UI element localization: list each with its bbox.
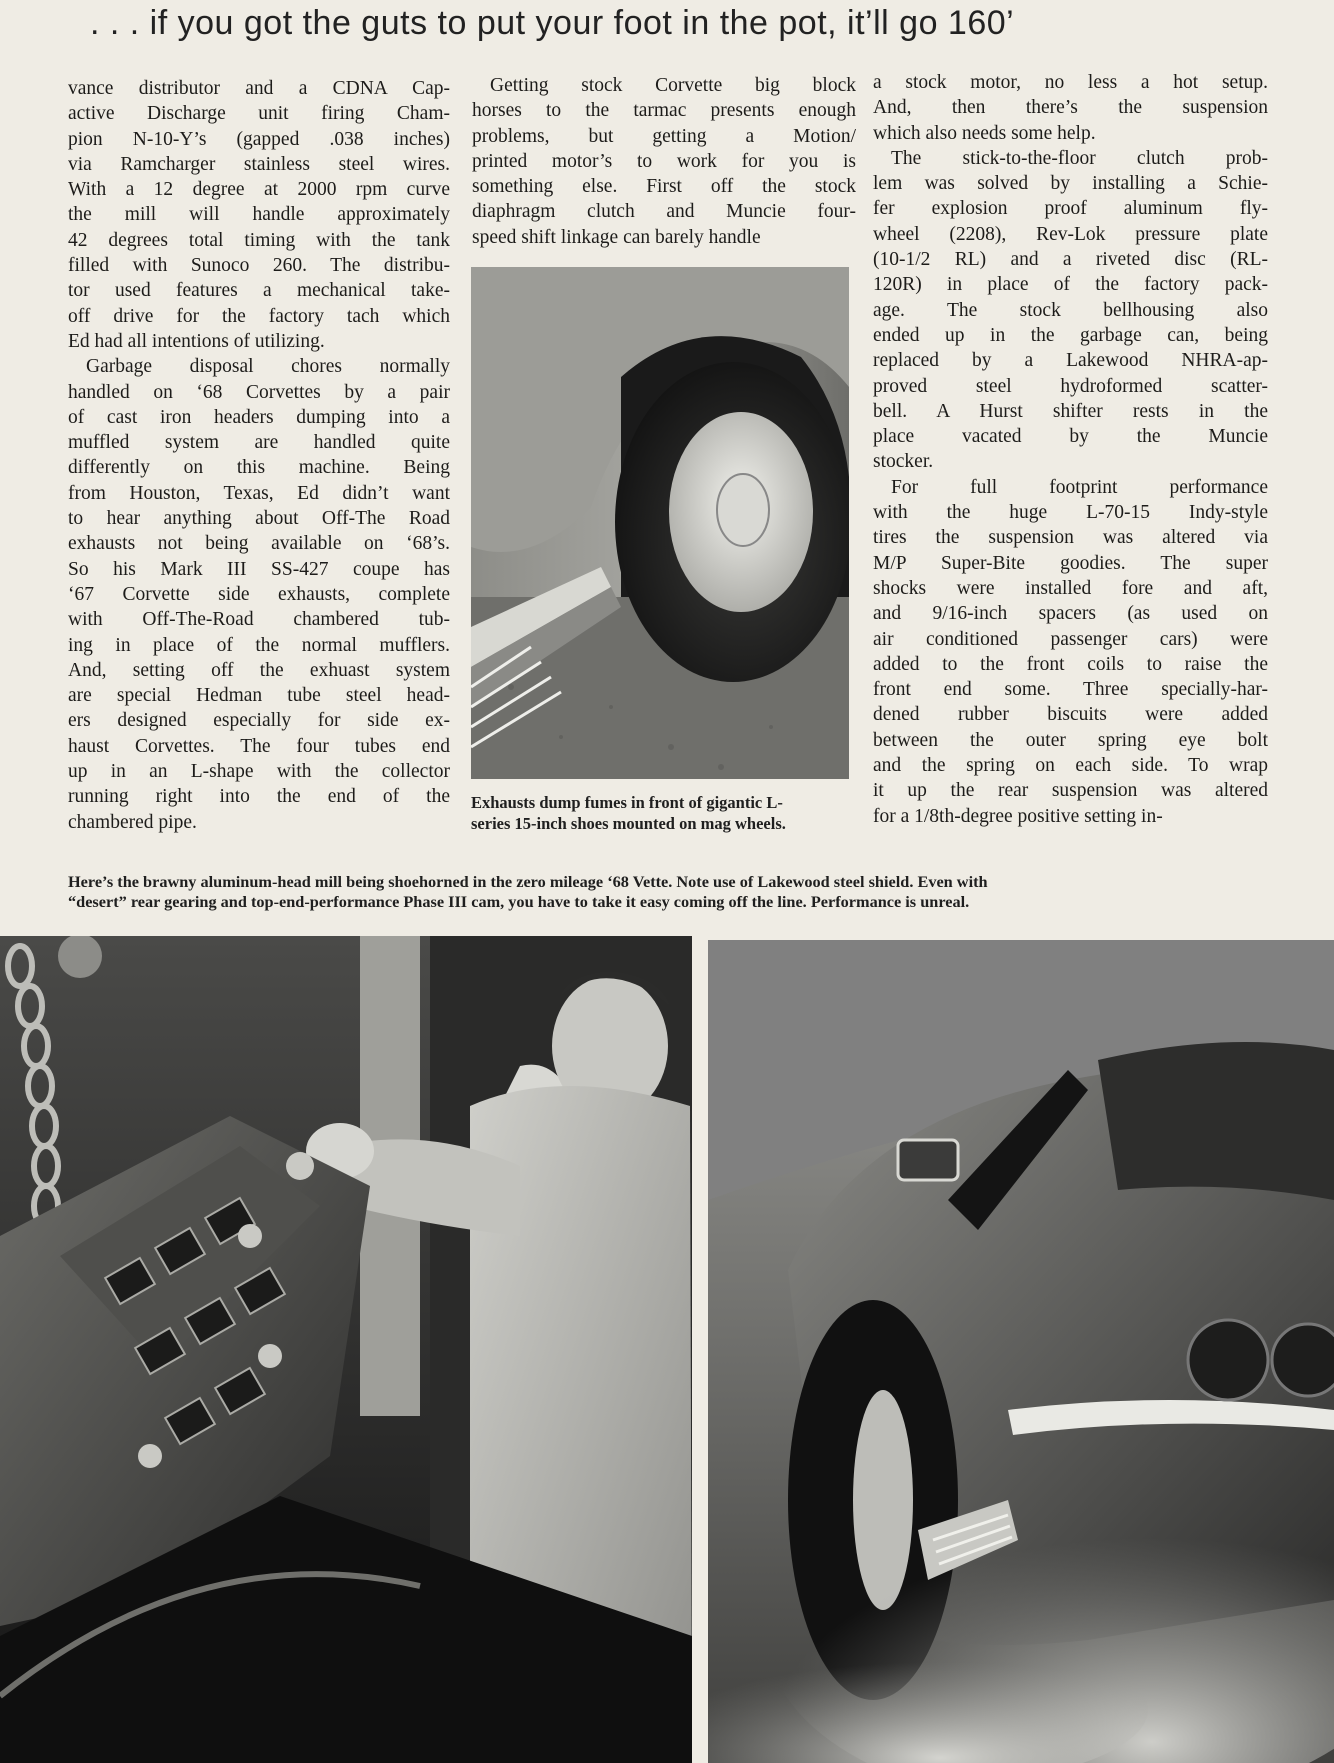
wheel-photo-caption (471, 792, 851, 834)
article-text-line: filled with Sunoco 260. The distribu- (68, 255, 450, 277)
text-column-3 (873, 70, 1268, 829)
article-text-line: something else. First off the stock (472, 176, 856, 198)
article-text-line: off drive for the factory tach which (68, 305, 450, 327)
article-text-line: 42 degrees total timing with the tank (68, 229, 450, 251)
article-text-line: ‘67 Corvette side exhausts, complete (68, 583, 450, 605)
article-text-line: front end some. Three specially-har- (873, 679, 1268, 701)
article-text-line: (10-1/2 RL) and a riveted disc (RL- (873, 249, 1268, 271)
article-text-line: it up the rear suspension was altered (873, 780, 1268, 802)
article-text-line: With a 12 degree at 2000 rpm curve (68, 179, 450, 201)
article-text-line: with Off-The-Road chambered tub- (68, 609, 450, 631)
article-text-line: and 9/16-inch spacers (as used on (873, 603, 1268, 625)
article-text-line: up in an L-shape with the collector (68, 761, 450, 783)
article-text-line: problems, but getting a Motion/ (472, 125, 856, 147)
article-text-line: running right into the end of the (68, 786, 450, 808)
article-text-line: ers designed especially for side ex- (68, 710, 450, 732)
article-text-line: added to the front coils to raise the (873, 653, 1268, 675)
caption-line: Here’s the brawny aluminum-head mill being shoehorned in the zero mileage ‘68 Vette. Note use of Lakewood steel shield. Even with (68, 872, 988, 891)
article-text-line: For full footprint performance (891, 476, 1268, 498)
article-text-line: dened rubber biscuits were added (873, 704, 1268, 726)
article-text-line: muffled system are handled quite (68, 432, 450, 454)
article-text-line: printed motor’s to work for you is (472, 150, 856, 172)
article-text-line: proved steel hydroformed scatter- (873, 375, 1268, 397)
article-text-line: pion N-10-Y’s (gapped .038 inches) (68, 128, 450, 150)
engine-install-image (0, 936, 692, 1763)
article-text-line: via Ramcharger stainless steel wires. (68, 153, 450, 175)
article-text-line: Ed had all intentions of utilizing. (68, 330, 325, 352)
article-text-line: So his Mark III SS-427 coupe has (68, 558, 450, 580)
article-text-line: diaphragm clutch and Muncie four- (472, 201, 856, 223)
article-text-line: between the outer spring eye bolt (873, 729, 1268, 751)
page-headline: . . . if you got the guts to put your foot in the pot, it’ll go 160’ (90, 4, 1015, 42)
article-text-line: bell. A Hurst shifter rests in the (873, 400, 1268, 422)
article-text-line: active Discharge unit firing Cham- (68, 103, 450, 125)
article-text-line: age. The stock bellhousing also (873, 299, 1268, 321)
article-text-line: The stick-to-the-floor clutch prob- (891, 147, 1268, 169)
article-text-line: and the spring on each side. To wrap (873, 755, 1268, 777)
article-text-line: place vacated by the Muncie (873, 426, 1268, 448)
article-text-line: fer explosion proof aluminum fly- (873, 198, 1268, 220)
text-column-2 (472, 73, 856, 250)
corvette-launch-photo (708, 940, 1334, 1763)
article-text-line: 120R) in place of the factory pack- (873, 274, 1268, 296)
article-text-line: speed shift linkage can barely handle (472, 226, 761, 248)
article-text-line: to hear anything about Off-The Road (68, 508, 450, 530)
article-text-line: stocker. (873, 451, 934, 473)
engine-photo-caption (68, 872, 1128, 912)
article-text-line: with the huge L-70-15 Indy-style (873, 502, 1268, 524)
text-column-1 (68, 76, 450, 835)
caption-line: series 15-inch shoes mounted on mag wheels. (471, 814, 786, 833)
wheel-photo (471, 267, 849, 779)
article-text-line: of cast iron headers dumping into a (68, 406, 450, 428)
caption-line: Exhausts dump fumes in front of gigantic L- (471, 793, 783, 812)
article-text-line: And, then there’s the suspension (873, 97, 1268, 119)
article-text-line: exhausts not being available on ‘68’s. (68, 533, 450, 555)
article-text-line: And, setting off the exhuast system (68, 659, 450, 681)
article-text-line: M/P Super-Bite goodies. The super (873, 552, 1268, 574)
article-text-line: which also needs some help. (873, 122, 1096, 144)
article-text-line: ing in place of the normal mufflers. (68, 634, 450, 656)
corvette-launch-image (708, 940, 1334, 1763)
article-text-line: replaced by a Lakewood NHRA-ap- (873, 350, 1268, 372)
article-text-line: the mill will handle approximately (68, 204, 450, 226)
article-text-line: a stock motor, no less a hot setup. (873, 72, 1268, 93)
article-text-line: lem was solved by installing a Schie- (873, 173, 1268, 195)
engine-install-photo (0, 936, 692, 1763)
article-text-line: shocks were installed fore and aft, (873, 577, 1268, 599)
article-text-line: haust Corvettes. The four tubes end (68, 735, 450, 757)
article-text-line: for a 1/8th-degree positive setting in- (873, 805, 1163, 827)
article-text-line: are special Hedman tube steel head- (68, 685, 450, 707)
caption-line: “desert” rear gearing and top-end-performance Phase III cam, you have to take it easy coming off the line. Performance is unreal. (68, 892, 970, 911)
article-text-line: differently on this machine. Being (68, 457, 450, 479)
article-text-line: chambered pipe. (68, 811, 197, 833)
article-text-line: air conditioned passenger cars) were (873, 628, 1268, 650)
article-text-line: ended up in the garbage can, being (873, 324, 1268, 346)
article-text-line: tires the suspension was altered via (873, 527, 1268, 549)
article-text-line: wheel (2208), Rev-Lok pressure plate (873, 223, 1268, 245)
article-text-line: Getting stock Corvette big block (490, 75, 856, 96)
article-text-line: tor used features a mechanical take- (68, 280, 450, 302)
wheel-photo-image (471, 267, 849, 779)
article-text-line: from Houston, Texas, Ed didn’t want (68, 482, 450, 504)
article-text-line: handled on ‘68 Corvettes by a pair (68, 381, 450, 403)
article-text-line: Garbage disposal chores normally (86, 356, 450, 378)
article-text-line: vance distributor and a CDNA Cap- (68, 78, 450, 99)
article-text-line: horses to the tarmac presents enough (472, 100, 856, 122)
